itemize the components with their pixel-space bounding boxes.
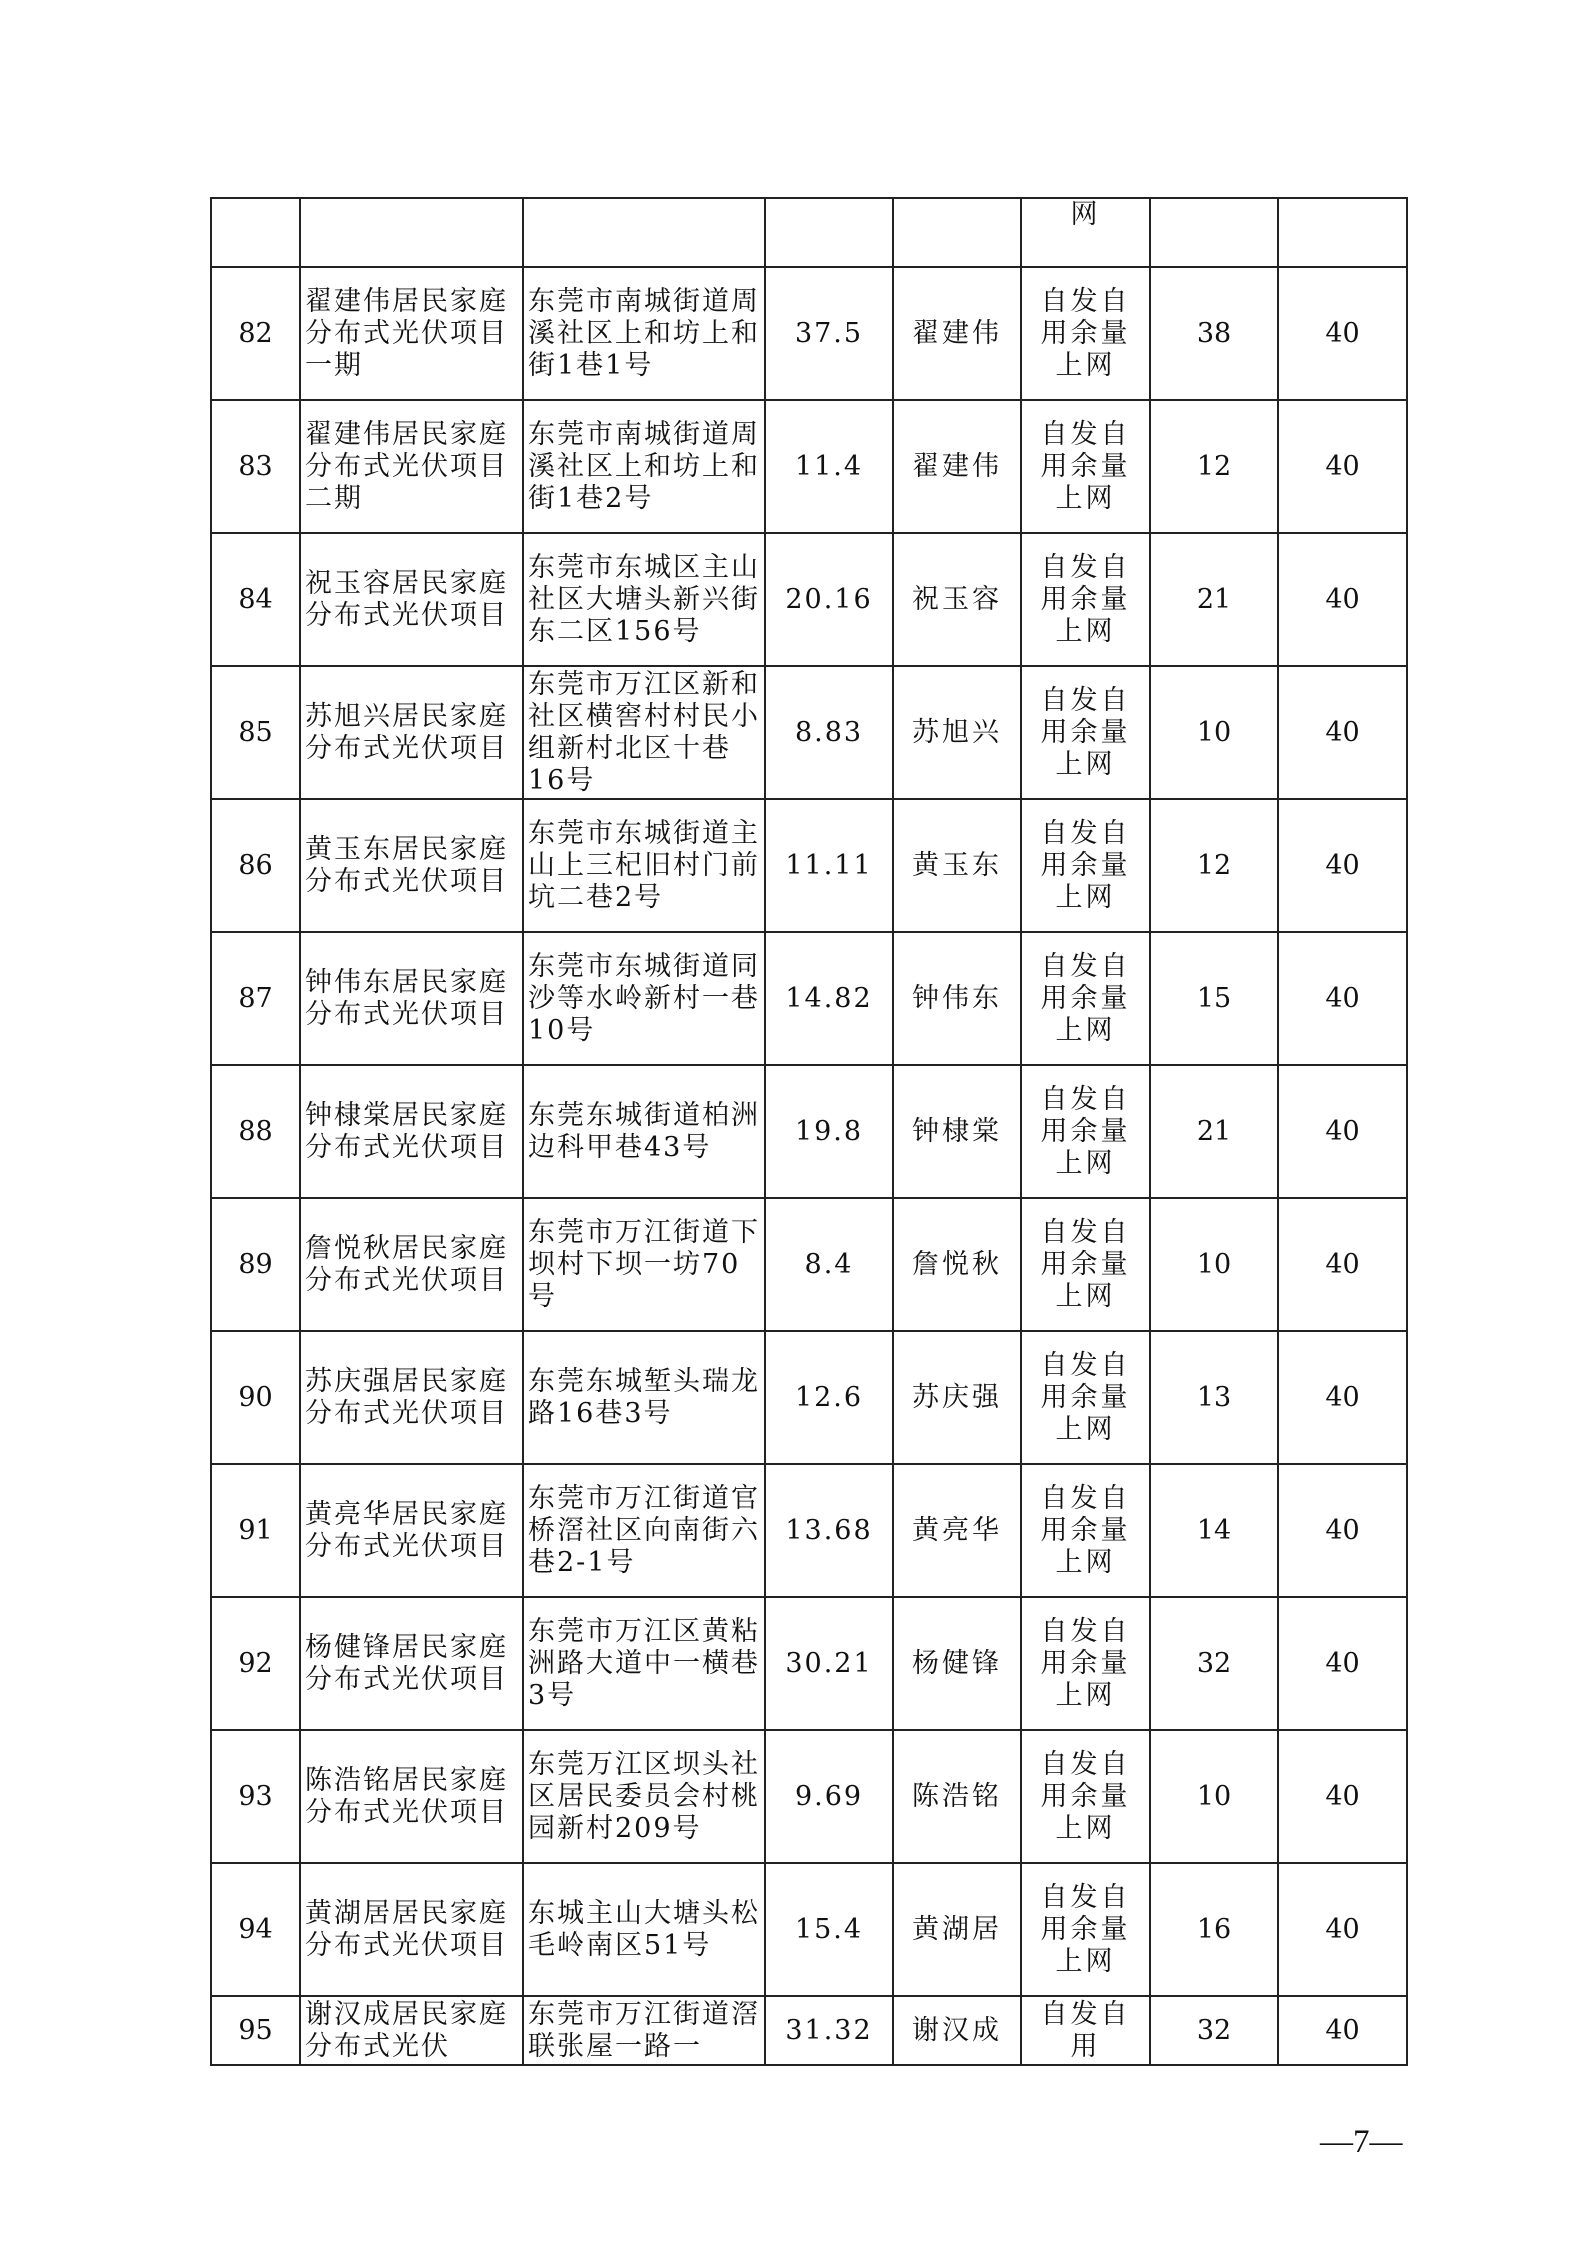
grid-mode-cell: 自发自用余量上网 (1021, 1464, 1150, 1597)
table-row (211, 267, 1407, 400)
empty-cell (211, 198, 300, 267)
table-row (211, 400, 1407, 533)
grid-mode-cell: 自发自用余量上网 (1021, 666, 1150, 799)
project-table (210, 197, 1408, 2066)
grid-mode-cell: 自发自用余量上网 (1021, 1065, 1150, 1198)
table-row (211, 666, 1407, 799)
address-cell: 东莞市万江街道滘联张屋一路一 (523, 1996, 765, 2065)
row-number-cell: 89 (211, 1198, 300, 1331)
empty-cell (893, 198, 1021, 267)
address-cell: 东莞市万江区新和社区横窖村村民小组新村北区十巷16号 (523, 666, 765, 799)
owner-cell: 钟伟东 (893, 932, 1021, 1065)
owner-cell: 钟棣棠 (893, 1065, 1021, 1198)
row-number-cell: 85 (211, 666, 300, 799)
project-name-cell: 钟伟东居民家庭分布式光伏项目 (300, 932, 523, 1065)
project-name-cell: 祝玉容居民家庭分布式光伏项目 (300, 533, 523, 666)
row-number-cell: 91 (211, 1464, 300, 1597)
row-number-cell: 87 (211, 932, 300, 1065)
row-number-cell: 86 (211, 799, 300, 932)
owner-cell: 陈浩铭 (893, 1730, 1021, 1863)
owner-cell: 翟建伟 (893, 400, 1021, 533)
grid-mode-cell: 自发自用余量上网 (1021, 932, 1150, 1065)
duration-cell: 40 (1278, 1331, 1407, 1464)
duration-cell: 40 (1278, 932, 1407, 1065)
row-number-cell: 88 (211, 1065, 300, 1198)
project-name-cell: 黄湖居居民家庭分布式光伏项目 (300, 1863, 523, 1996)
grid-mode-cell: 自发自用余量上网 (1021, 533, 1150, 666)
table-row (211, 932, 1407, 1065)
grid-mode-cell: 自发自用余量上网 (1021, 267, 1150, 400)
equipment-capacity-cell: 10 (1150, 1198, 1278, 1331)
duration-cell: 40 (1278, 1464, 1407, 1597)
empty-cell (523, 198, 765, 267)
address-cell: 东城主山大塘头松毛岭南区51号 (523, 1863, 765, 1996)
capacity-cell: 13.68 (765, 1464, 893, 1597)
address-cell: 东莞市南城街道周溪社区上和坊上和街1巷2号 (523, 400, 765, 533)
row-number-cell: 92 (211, 1597, 300, 1730)
row-number-cell: 93 (211, 1730, 300, 1863)
address-cell: 东莞万江区坝头社区居民委员会村桃园新村209号 (523, 1730, 765, 1863)
capacity-cell: 12.6 (765, 1331, 893, 1464)
empty-cell (1278, 198, 1407, 267)
row-number-cell: 95 (211, 1996, 300, 2065)
capacity-cell: 9.69 (765, 1730, 893, 1863)
project-name-cell: 黄亮华居民家庭分布式光伏项目 (300, 1464, 523, 1597)
project-name-cell: 翟建伟居民家庭分布式光伏项目一期 (300, 267, 523, 400)
duration-cell: 40 (1278, 400, 1407, 533)
project-name-cell: 钟棣棠居民家庭分布式光伏项目 (300, 1065, 523, 1198)
table-row (211, 799, 1407, 932)
equipment-capacity-cell: 12 (1150, 400, 1278, 533)
duration-cell: 40 (1278, 666, 1407, 799)
row-number-cell: 82 (211, 267, 300, 400)
address-cell: 东莞市东城区主山社区大塘头新兴街东二区156号 (523, 533, 765, 666)
grid-mode-cell: 自发自用余量上网 (1021, 799, 1150, 932)
table-row (211, 1464, 1407, 1597)
row-number-cell: 90 (211, 1331, 300, 1464)
owner-cell: 黄亮华 (893, 1464, 1021, 1597)
equipment-capacity-cell: 21 (1150, 1065, 1278, 1198)
equipment-capacity-cell: 13 (1150, 1331, 1278, 1464)
grid-mode-cell: 自发自用余量上网 (1021, 1730, 1150, 1863)
project-name-cell: 苏庆强居民家庭分布式光伏项目 (300, 1331, 523, 1464)
table-row (211, 1065, 1407, 1198)
capacity-cell: 11.4 (765, 400, 893, 533)
table-row (211, 1730, 1407, 1863)
grid-mode-cell: 自发自用余量上网 (1021, 400, 1150, 533)
project-name-cell: 翟建伟居民家庭分布式光伏项目二期 (300, 400, 523, 533)
duration-cell: 40 (1278, 1730, 1407, 1863)
capacity-cell: 15.4 (765, 1863, 893, 1996)
empty-cell (1150, 198, 1278, 267)
capacity-cell: 37.5 (765, 267, 893, 400)
grid-mode-cell: 自发自用余量上网 (1021, 1597, 1150, 1730)
grid-mode-cell: 自发自用 (1021, 1996, 1150, 2065)
empty-cell (300, 198, 523, 267)
capacity-cell: 31.32 (765, 1996, 893, 2065)
equipment-capacity-cell: 32 (1150, 1996, 1278, 2065)
capacity-cell: 8.83 (765, 666, 893, 799)
duration-cell: 40 (1278, 1198, 1407, 1331)
capacity-cell: 8.4 (765, 1198, 893, 1331)
table-row (211, 1863, 1407, 1996)
equipment-capacity-cell: 10 (1150, 1730, 1278, 1863)
address-cell: 东莞东城堑头瑞龙路16巷3号 (523, 1331, 765, 1464)
row-number-cell: 83 (211, 400, 300, 533)
row-number-cell: 84 (211, 533, 300, 666)
table-row (211, 533, 1407, 666)
owner-cell: 杨健锋 (893, 1597, 1021, 1730)
grid-mode-cell: 自发自用余量上网 (1021, 1863, 1150, 1996)
equipment-capacity-cell: 15 (1150, 932, 1278, 1065)
project-name-cell: 陈浩铭居民家庭分布式光伏项目 (300, 1730, 523, 1863)
capacity-cell: 14.82 (765, 932, 893, 1065)
equipment-capacity-cell: 21 (1150, 533, 1278, 666)
duration-cell: 40 (1278, 1863, 1407, 1996)
capacity-cell: 20.16 (765, 533, 893, 666)
owner-cell: 苏旭兴 (893, 666, 1021, 799)
table-row-continuation (211, 198, 1407, 267)
capacity-cell: 30.21 (765, 1597, 893, 1730)
duration-cell: 40 (1278, 1996, 1407, 2065)
address-cell: 东莞东城街道柏洲边科甲巷43号 (523, 1065, 765, 1198)
address-cell: 东莞市东城街道同沙等水岭新村一巷10号 (523, 932, 765, 1065)
capacity-cell: 11.11 (765, 799, 893, 932)
empty-cell (765, 198, 893, 267)
project-name-cell: 苏旭兴居民家庭分布式光伏项目 (300, 666, 523, 799)
capacity-cell: 19.8 (765, 1065, 893, 1198)
duration-cell: 40 (1278, 1065, 1407, 1198)
owner-cell: 詹悦秋 (893, 1198, 1021, 1331)
address-cell: 东莞市南城街道周溪社区上和坊上和街1巷1号 (523, 267, 765, 400)
table-body (211, 198, 1407, 2065)
duration-cell: 40 (1278, 267, 1407, 400)
project-name-cell: 黄玉东居民家庭分布式光伏项目 (300, 799, 523, 932)
project-name-cell: 谢汉成居民家庭分布式光伏 (300, 1996, 523, 2065)
owner-cell: 苏庆强 (893, 1331, 1021, 1464)
owner-cell: 谢汉成 (893, 1996, 1021, 2065)
grid-mode-cell: 自发自用余量上网 (1021, 1198, 1150, 1331)
equipment-capacity-cell: 10 (1150, 666, 1278, 799)
owner-cell: 翟建伟 (893, 267, 1021, 400)
owner-cell: 祝玉容 (893, 533, 1021, 666)
row-number-cell: 94 (211, 1863, 300, 1996)
owner-cell: 黄玉东 (893, 799, 1021, 932)
duration-cell: 40 (1278, 533, 1407, 666)
table-row (211, 1597, 1407, 1730)
table-row (211, 1198, 1407, 1331)
duration-cell: 40 (1278, 1597, 1407, 1730)
equipment-capacity-cell: 14 (1150, 1464, 1278, 1597)
grid-mode-cell: 自发自用余量上网 (1021, 1331, 1150, 1464)
equipment-capacity-cell: 38 (1150, 267, 1278, 400)
address-cell: 东莞市东城街道主山上三杞旧村门前坑二巷2号 (523, 799, 765, 932)
equipment-capacity-cell: 12 (1150, 799, 1278, 932)
table-row (211, 1331, 1407, 1464)
project-name-cell: 詹悦秋居民家庭分布式光伏项目 (300, 1198, 523, 1331)
equipment-capacity-cell: 16 (1150, 1863, 1278, 1996)
mode-cell-continuation: 网 (1021, 198, 1150, 267)
address-cell: 东莞市万江街道下坝村下坝一坊70号 (523, 1198, 765, 1331)
equipment-capacity-cell: 32 (1150, 1597, 1278, 1730)
page-number: —7— (1320, 2124, 1403, 2160)
address-cell: 东莞市万江街道官桥滘社区向南街六巷2-1号 (523, 1464, 765, 1597)
owner-cell: 黄湖居 (893, 1863, 1021, 1996)
duration-cell: 40 (1278, 799, 1407, 932)
project-name-cell: 杨健锋居民家庭分布式光伏项目 (300, 1597, 523, 1730)
address-cell: 东莞市万江区黄粘洲路大道中一横巷3号 (523, 1597, 765, 1730)
table-row (211, 1996, 1407, 2065)
